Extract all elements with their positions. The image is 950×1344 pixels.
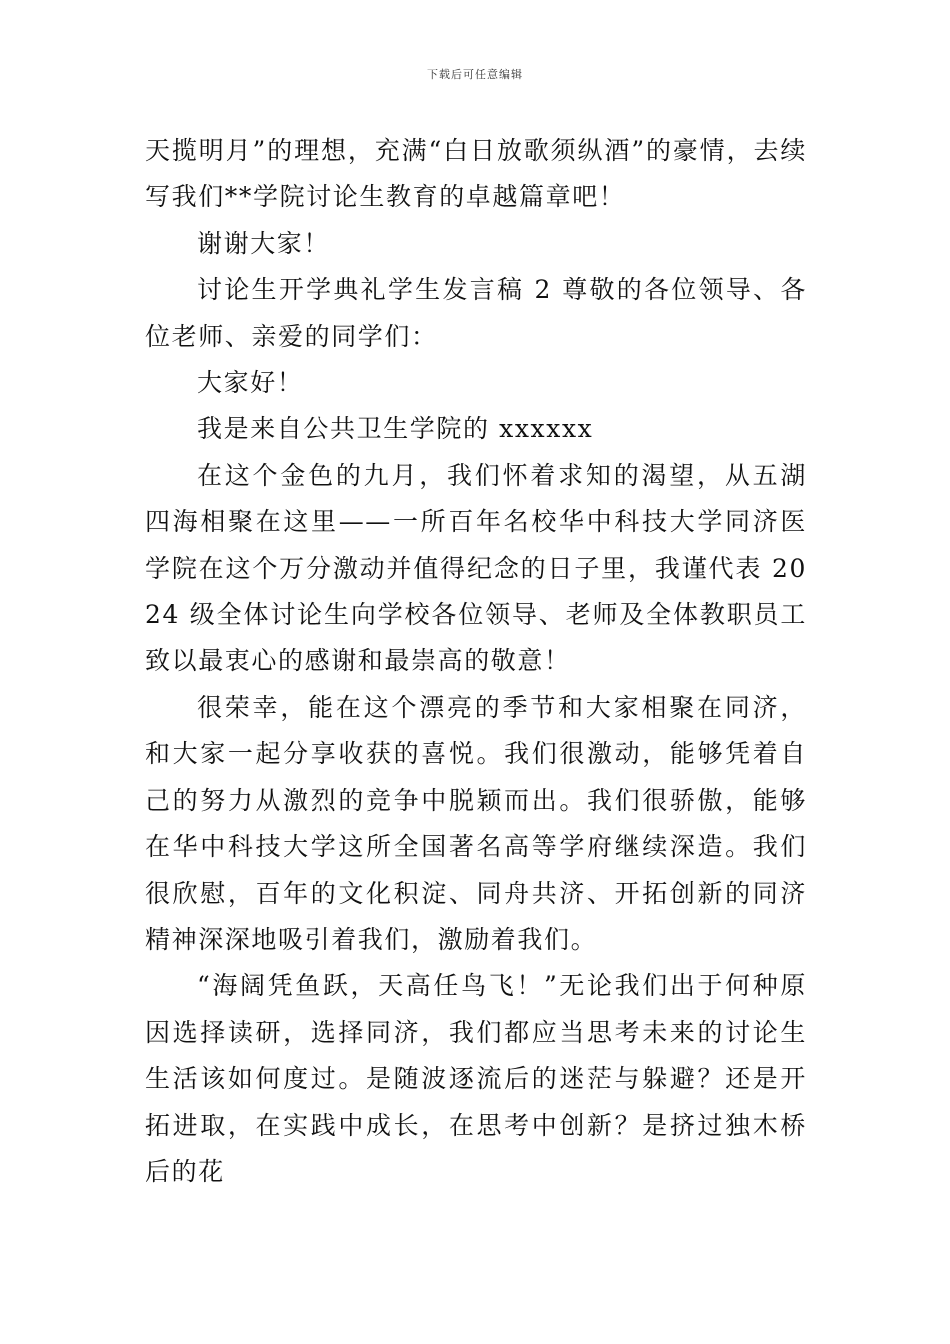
document-body — [145, 128, 807, 1195]
paragraph-speech-title: 讨论生开学典礼学生发言稿 2 尊敬的各位领导、各位老师、亲爱的同学们： — [145, 275, 807, 351]
page-header: 下载后可任意编辑 — [427, 68, 523, 81]
paragraph-greeting: 大家好！ — [197, 368, 304, 398]
paragraph-continuation: 天揽明月”的理想，充满“白日放歌须纵酒”的豪情，去续写我们**学院讨论生教育的卓越篇章吧！ — [145, 136, 807, 212]
paragraph-honored: 很荣幸，能在这个漂亮的季节和大家相聚在同济，和大家一起分享收获的喜悦。我们很激动，能够凭着自己的努力从激烈的竞争中脱颖而出。我们很骄傲，能够在华中科技大学这所全国著名高等学府继续深造。我们很欣慰，百年的文化积淀、同舟共济、开拓创新的同济精神深深地吸引着我们，激励着我们。 — [145, 692, 807, 954]
paragraph-sea-sky: “海阔凭鱼跃，天高任鸟飞！”无论我们出于何种原因选择读研，选择同济，我们都应当思考未来的讨论生生活该如何度过。是随波逐流后的迷茫与躲避？还是开拓进取，在实践中成长，在思考中创新？是挤过独木桥后的花 — [145, 971, 807, 1186]
paragraph-thanks: 谢谢大家！ — [197, 228, 331, 258]
paragraph-september: 在这个金色的九月，我们怀着求知的渴望，从五湖四海相聚在这里——一所百年名校华中科技大学同济医学院在这个万分激动并值得纪念的日子里，我谨代表 2024 级全体讨论生向学校各位领导、老师及全体教职员工致以最衷心的感谢和最崇高的敬意！ — [145, 460, 807, 676]
paragraph-intro: 我是来自公共卫生学院的 xxxxxx — [197, 414, 594, 444]
